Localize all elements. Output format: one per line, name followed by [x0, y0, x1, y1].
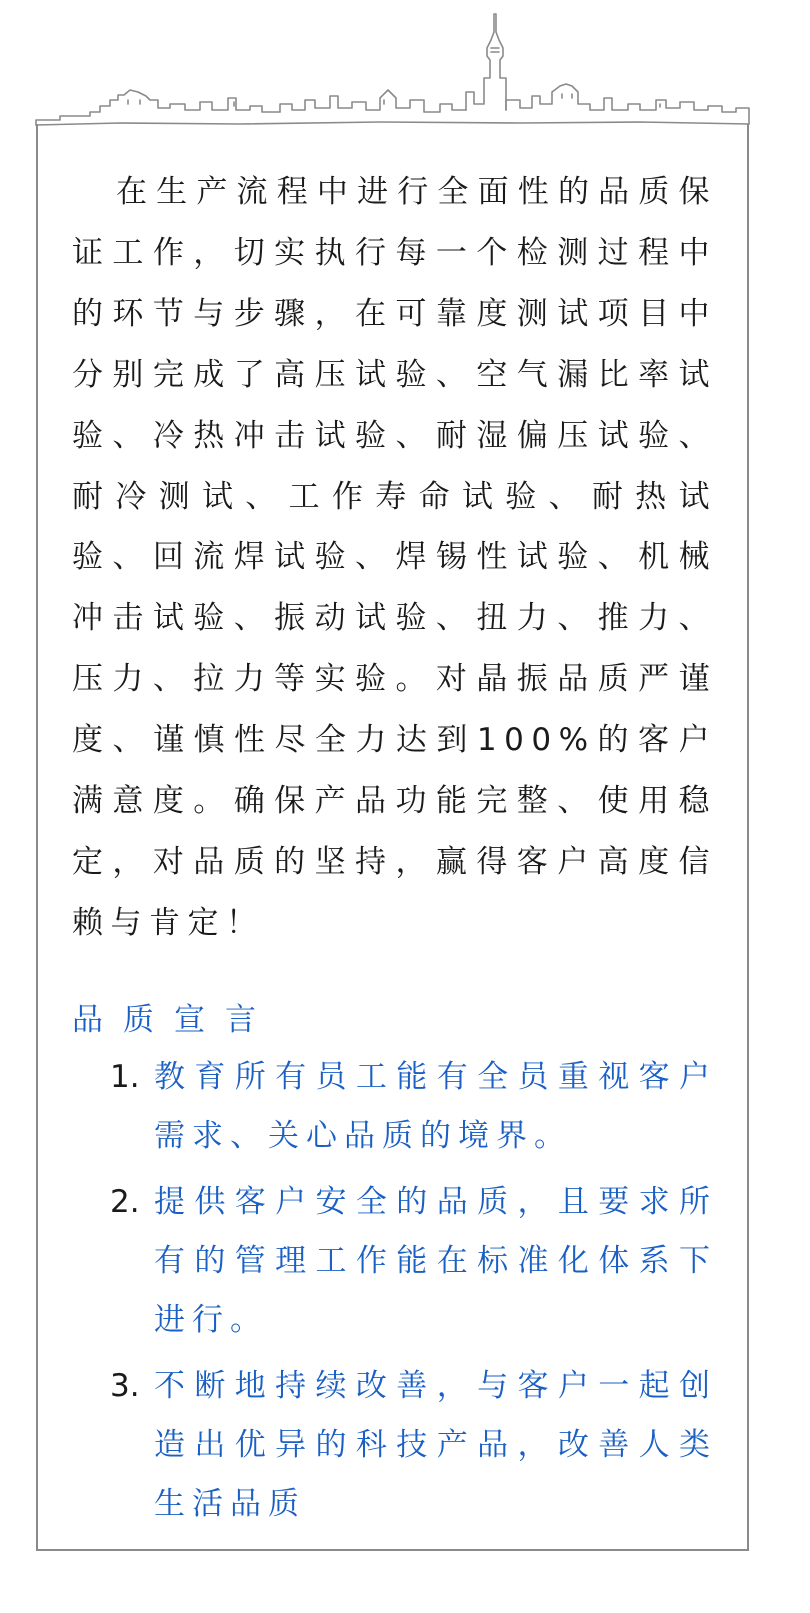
- quality-assurance-paragraph: 在生产流程中进行全面性的品质保证工作，切实执行每一个检测过程中的环节与步骤，在可靠度测试项目中分别完成了高压试验、空气漏比率试验、冷热冲击试验、耐湿偏压试验、耐冷测试、工作寿命试验、耐热试验、回流焊试验、焊锡性试验、机械冲击试验、振动试验、扭力、推力、压力、拉力等实验。对晶振品质严谨度、谨慎性尽全力达到100%的客户满意度。确保产品功能完整、使用稳定，对品质的坚持，赢得客户高度信赖与肯定！: [72, 174, 717, 941]
- manifesto-item-text: 提供客户安全的品质，且要求所有的管理工作能在标准化体系下进行。: [154, 1184, 717, 1338]
- manifesto-item-1: [100, 1048, 717, 1166]
- manifesto-item-text: 不断地持续改善，与客户一起创造出优异的科技产品，改善人类生活品质: [154, 1368, 717, 1522]
- city-skyline-illustration: [0, 0, 810, 140]
- quality-manifesto-list: [100, 1048, 717, 1541]
- manifesto-item-number: 1.: [110, 1059, 140, 1095]
- manifesto-item-text: 教育所有员工能有全员重视客户需求、关心品质的境界。: [154, 1059, 717, 1154]
- manifesto-item-3: [100, 1357, 717, 1534]
- manifesto-item-number: 2.: [110, 1184, 140, 1220]
- manifesto-item-2: [100, 1173, 717, 1350]
- manifesto-item-number: 3.: [110, 1368, 140, 1404]
- quality-manifesto-heading: 品质宣言: [72, 1002, 276, 1038]
